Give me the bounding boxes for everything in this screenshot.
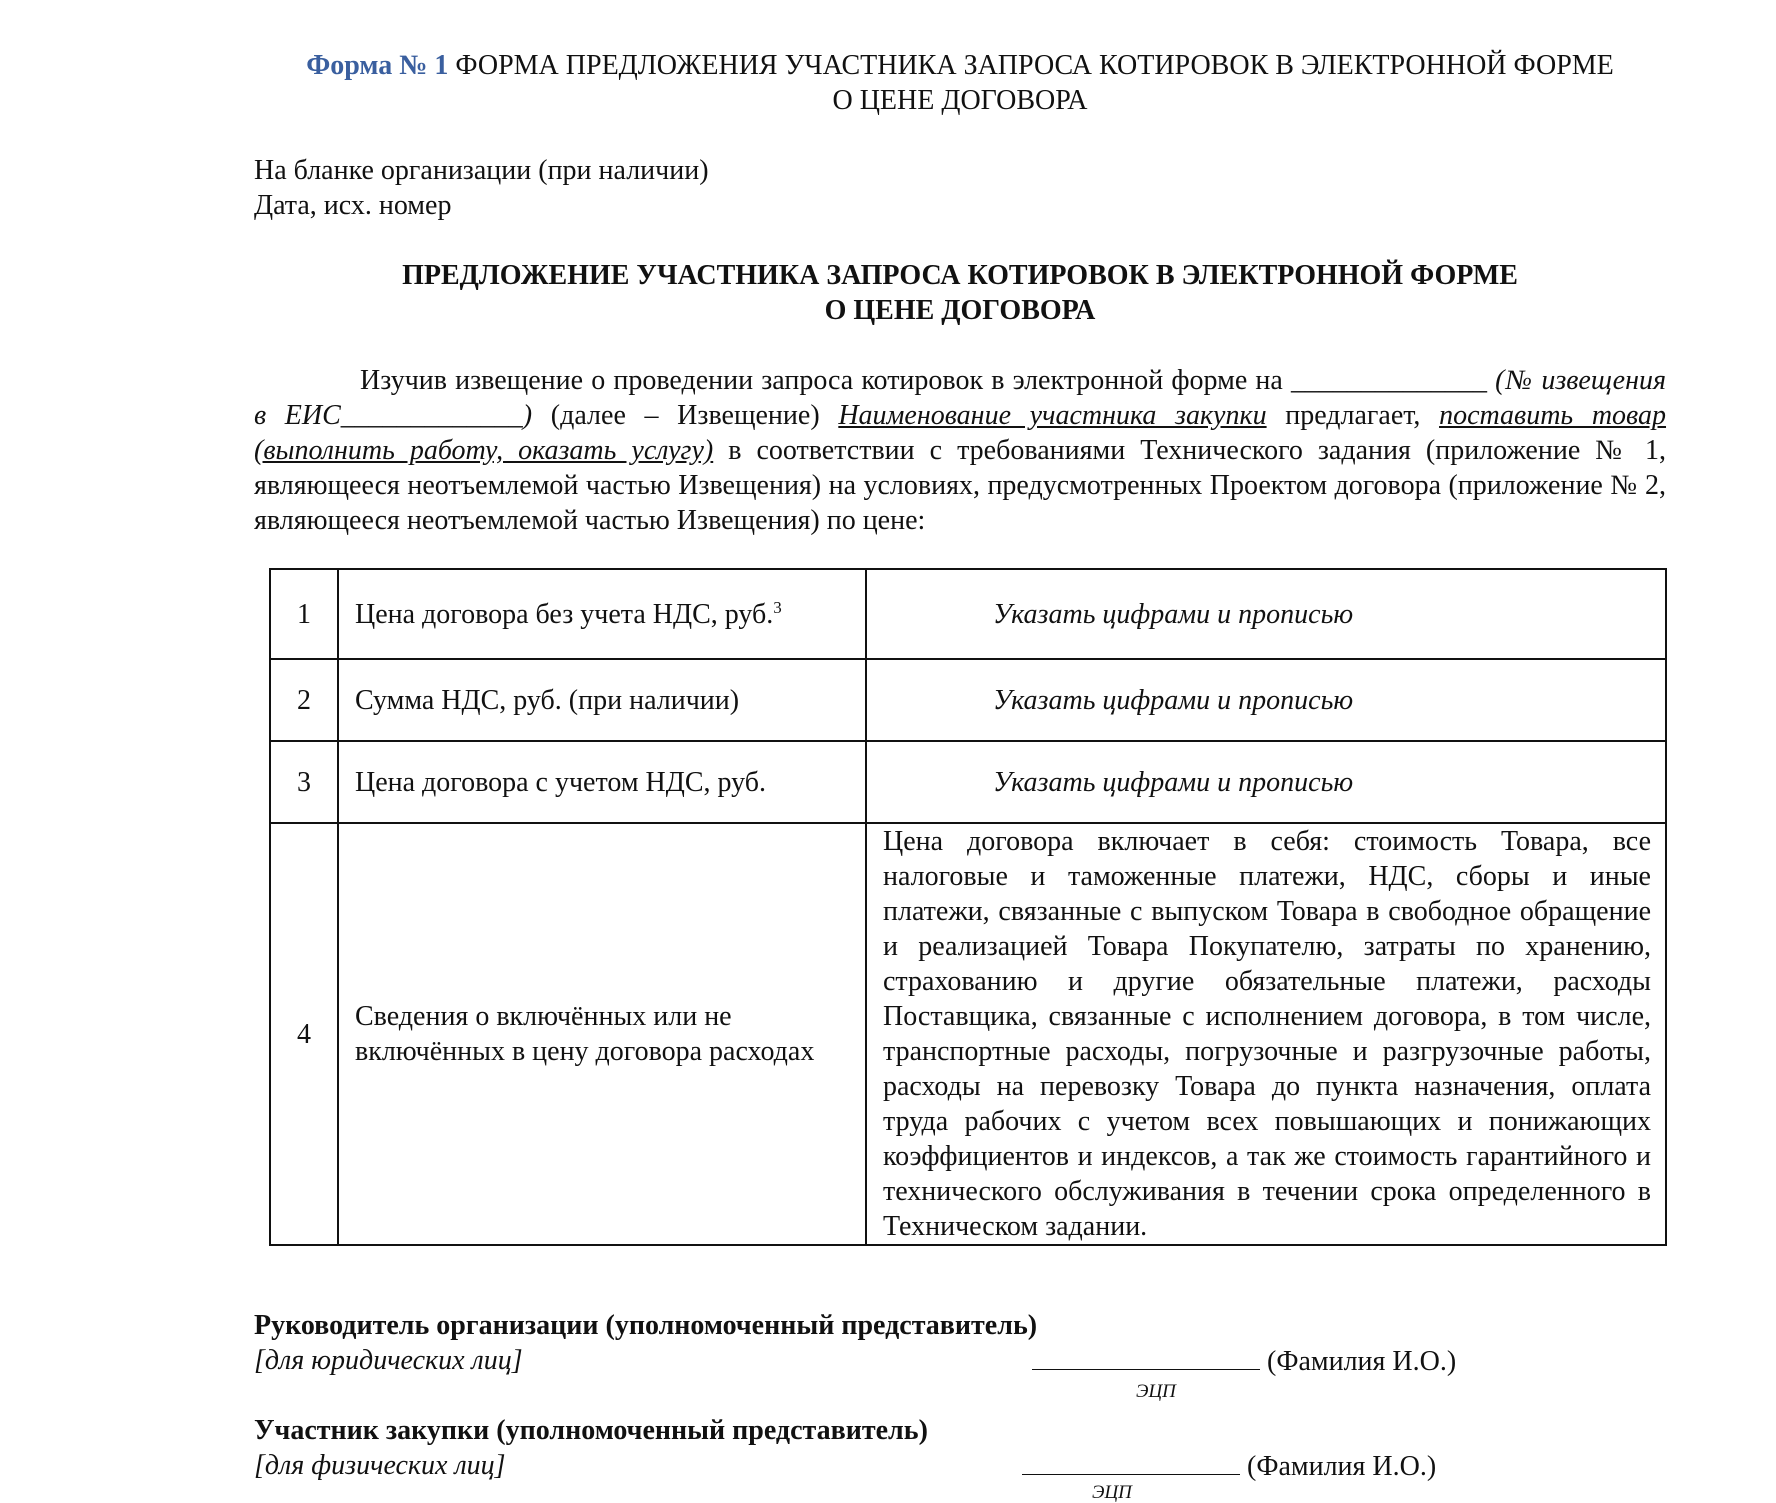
title-line2: О ЦЕНЕ ДОГОВОРА	[824, 295, 1096, 326]
intro-text: в соответствии с требованиями Технического задания (приложение № 1, являющееся неотъемлемой частью Извещения) на условиях, предусмотренных Проектом договора (приложение № 2, являющееся неотъемлемой частью Извещения) по цене:	[254, 435, 1667, 536]
row-label: Цена договора с учетом НДС, руб.	[338, 741, 866, 823]
ecp-label: ЭЦП	[1092, 1482, 1132, 1503]
row-label: Цена договора без учета НДС, руб.$^3$	[338, 569, 866, 659]
ecp-label: ЭЦП	[1136, 1381, 1176, 1402]
signature-block-individual	[254, 1413, 928, 1483]
table-row	[270, 569, 1666, 659]
row-number: 2	[270, 659, 338, 741]
signer-name-placeholder: (Фамилия И.О.)	[1247, 1451, 1437, 1482]
row-number: 4	[270, 823, 338, 1245]
form-title-line1: ФОРМА ПРЕДЛОЖЕНИЯ УЧАСТНИКА ЗАПРОСА КОТИРОВОК В ЭЛЕКТРОННОЙ ФОРМЕ	[455, 50, 1614, 81]
signer-kind: [для юридических лиц]	[254, 1345, 523, 1376]
form-title-line2: О ЦЕНЕ ДОГОВОРА	[832, 85, 1088, 116]
row-value: Цена договора включает в себя: стоимость Товара, все налоговые и таможенные платежи, НДС, сборы и иные платежи, связанные с выпуском Товара в свободное обращение и реализацией Товара Покупателю, затраты по хранению, страхованию и другие обязательные платежи, расходы Поставщика, связанные с исполнением договора, в том числе, транспортные расходы, погрузочные и разгрузочные работы, расходы на перевозку Товара до пункта назначения, оплата труда рабочих с учетом всех повышающих и понижающих коэффициентов и индексов, а так же стоимость гарантийного и технического обслуживания в течении срока определенного в Техническом задании.	[866, 823, 1666, 1245]
price-table	[269, 568, 1667, 1246]
title-line1: ПРЕДЛОЖЕНИЕ УЧАСТНИКА ЗАПРОСА КОТИРОВОК В ЭЛЕКТРОННОЙ ФОРМЕ	[402, 260, 1518, 291]
table-row	[270, 741, 1666, 823]
form-number: Форма № 1	[306, 50, 449, 81]
subject-field: поставить товар (выполнить работу, оказать услугу)	[254, 400, 1667, 466]
row-label: Сумма НДС, руб. (при наличии)	[338, 659, 866, 741]
document-title	[254, 258, 1666, 328]
form-header	[250, 48, 1670, 118]
signature-line	[1032, 1343, 1260, 1370]
signature-line	[1022, 1448, 1240, 1475]
signer-name-placeholder: (Фамилия И.О.)	[1267, 1346, 1457, 1377]
row-value: Указать цифрами и прописью	[866, 741, 1666, 823]
table-row	[270, 823, 1666, 1245]
intro-paragraph	[254, 363, 1666, 538]
participant-name-field: Наименование участника закупки	[838, 400, 1267, 431]
footnote-ref: 3	[773, 597, 782, 617]
signer-role: Руководитель организации (уполномоченный представитель)	[254, 1310, 1038, 1341]
signature-line-individual	[1022, 1448, 1436, 1484]
signer-role: Участник закупки (уполномоченный представитель)	[254, 1415, 928, 1446]
intro-text: предлагает,	[1266, 400, 1440, 431]
table-row	[270, 659, 1666, 741]
letterhead-line: На бланке организации (при наличии)	[254, 155, 709, 186]
signature-block-legal	[254, 1308, 1037, 1378]
row-number: 3	[270, 741, 338, 823]
signature-line-legal	[1032, 1343, 1456, 1379]
notice-number-field: (№ извещения в ЕИС_____________)	[254, 365, 1666, 431]
date-ref-line: Дата, исх. номер	[254, 190, 452, 221]
intro-text: (далее – Извещение)	[532, 400, 839, 431]
row-label: Сведения о включённых или не включённых в цену договора расходах	[338, 823, 866, 1245]
signer-kind: [для физических лиц]	[254, 1450, 506, 1481]
row-value: Указать цифрами и прописью	[866, 659, 1666, 741]
row-value: Указать цифрами и прописью	[866, 569, 1666, 659]
row-number: 1	[270, 569, 338, 659]
intro-text: Изучив извещение о проведении запроса котировок в электронной форме на ______________	[360, 365, 1496, 396]
letterhead	[254, 153, 709, 223]
